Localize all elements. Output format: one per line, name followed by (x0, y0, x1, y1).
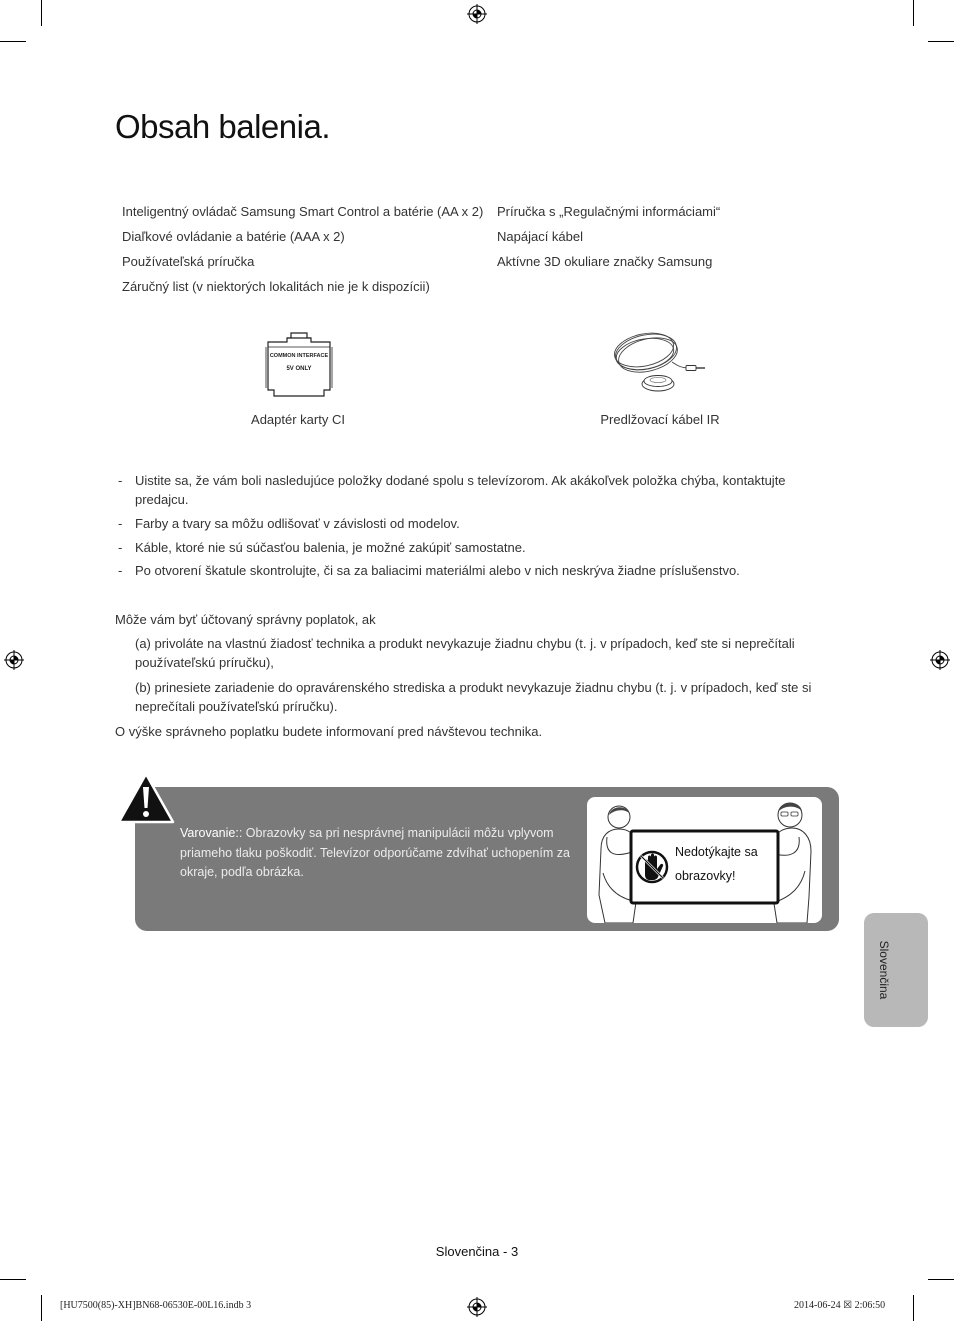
crop-mark (913, 1295, 914, 1321)
note-item: - Káble, ktoré nie sú súčasťou balenia, je možné zakúpiť samostatne. (118, 540, 526, 555)
crop-mark (913, 0, 914, 26)
warning-text: Varovanie:: Obrazovky sa pri nesprávnej manipulácii môžu vplyvom priameho tlaku poškodiť. Televízor odporúčame zdvíhať uchopením za okraje, podľa obrázka. (180, 826, 570, 879)
registration-mark-icon (3, 649, 25, 671)
crop-mark (928, 41, 954, 42)
crop-mark (0, 41, 26, 42)
ci-card-label: COMMON INTERFACE (269, 353, 329, 359)
note-item: - Po otvorení škatule skontrolujte, či sa za baliacimi materiálmi alebo v nich neskrýva žiadne príslušenstvo. (118, 563, 740, 578)
crop-mark (41, 0, 42, 26)
page-title: Obsah balenia. (115, 108, 330, 145)
page-footer: Slovenčina - 3 (435, 1244, 519, 1259)
crop-mark (41, 1295, 42, 1321)
contents-item: Diaľkové ovládanie a batérie (AAA x 2) (122, 229, 345, 244)
contents-item: Príručka s „Regulačnými informáciami“ (497, 204, 721, 219)
accessory-caption: Predlžovací kábel IR (600, 412, 720, 427)
fee-condition-b: (b) prinesiete zariadenie do opravárenského strediska a produkt nevykazuje žiadnu chybu (t. j. v prípadoch, keď ste si neprečítali používateľskú príručku). (135, 680, 812, 714)
language-side-tab-label: Slovenčina (877, 940, 891, 1000)
ci-card-adapter-icon (265, 332, 333, 398)
crop-mark (928, 1279, 954, 1280)
warning-label: Varovanie: (180, 826, 239, 840)
warning-triangle-icon (117, 772, 175, 824)
fee-intro: Môže vám byť účtovaný správny poplatok, ak (115, 612, 376, 627)
contents-item: Inteligentný ovládač Samsung Smart Control a batérie (AA x 2) (122, 204, 484, 219)
list-dash: - (118, 473, 123, 488)
contents-item: Používateľská príručka (122, 254, 255, 269)
accessory-caption: Adaptér karty CI (251, 412, 345, 427)
tv-sign-text: obrazovky! (675, 869, 736, 883)
registration-mark-icon (466, 3, 488, 25)
list-dash: - (118, 516, 123, 531)
note-item: - Farby a tvary sa môžu odlišovať v závislosti od modelov. (118, 516, 460, 531)
tv-handling-illustration (587, 797, 822, 923)
contents-item: Aktívne 3D okuliare značky Samsung (497, 254, 713, 269)
fee-condition-a: (a) privoláte na vlastnú žiadosť technika a produkt nevykazuje žiadnu chybu (t. j. v prípadoch, keď ste si neprečítali používateľskú príručku), (135, 636, 795, 670)
contents-item: Napájací kábel (497, 229, 583, 244)
list-dash: - (118, 563, 123, 578)
note-item: - Uistite sa, že vám boli nasledujúce položky dodané spolu s televízorom. Ak akákoľvek položka chýba, kontaktujte predajcu. (118, 473, 786, 507)
registration-mark-icon (466, 1296, 488, 1318)
language-side-tab (864, 913, 928, 1027)
registration-mark-icon (929, 649, 951, 671)
ci-card-label: 5V ONLY (286, 366, 312, 372)
print-timestamp: 2014-06-24 ☒ 2:06:50 (794, 1300, 886, 1311)
fee-outro: O výške správneho poplatku budete informovaní pred návštevou technika. (115, 724, 543, 739)
list-dash: - (118, 540, 123, 555)
crop-mark (0, 1279, 26, 1280)
print-file-info: [HU7500(85)-XH]BN68-06530E-00L16.indb 3 (60, 1300, 252, 1311)
tv-sign-text: Nedotýkajte sa (675, 845, 758, 859)
ir-extension-cable-icon (610, 328, 710, 398)
contents-item: Záručný list (v niektorých lokalitách nie je k dispozícii) (122, 279, 430, 294)
